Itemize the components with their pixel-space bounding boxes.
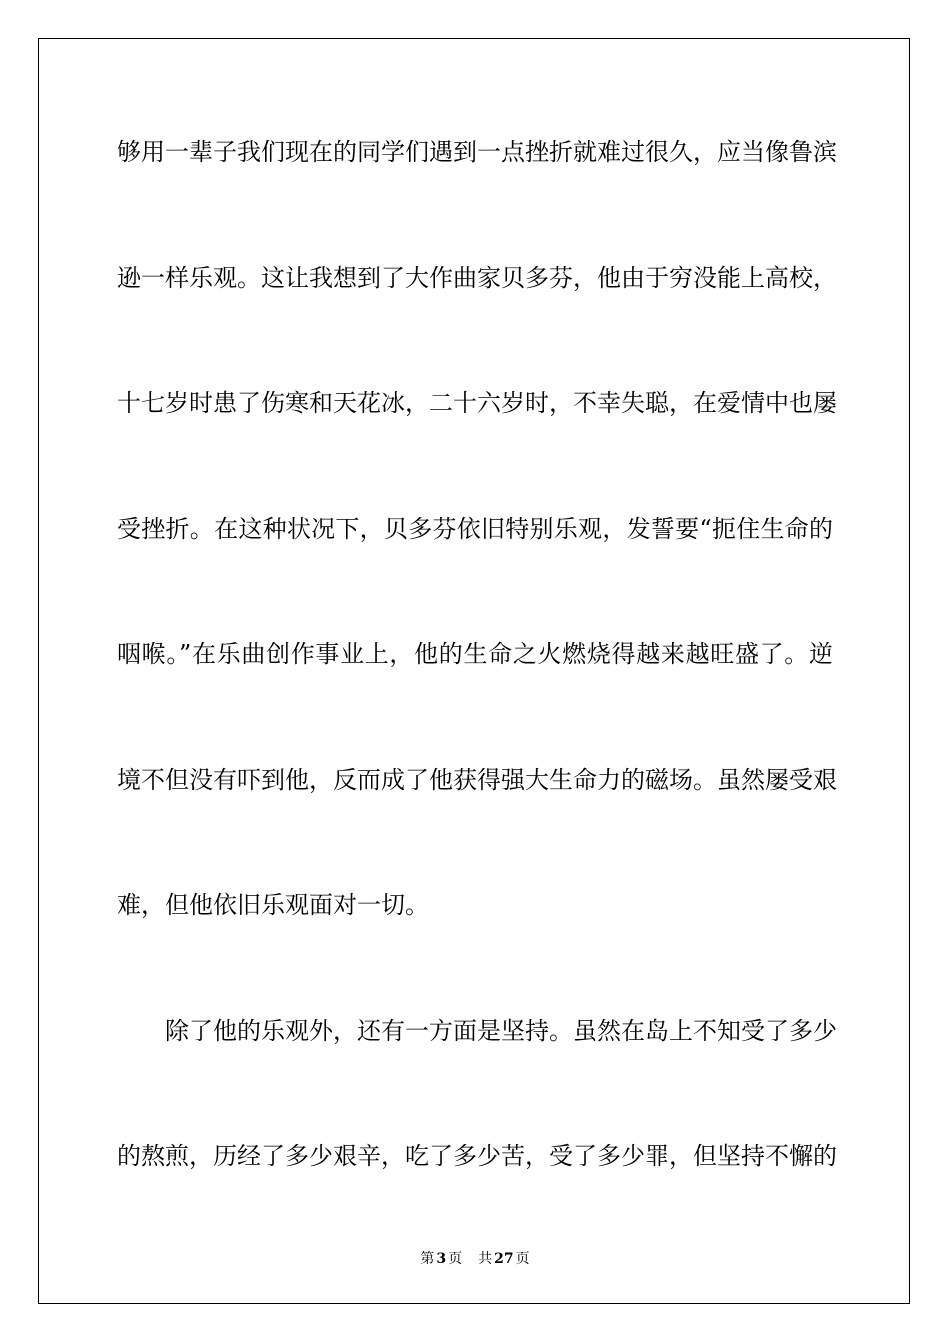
text-line: 够用一辈子我们现在的同学们遇到一点挫折就难过很久，应当像鲁滨 <box>117 138 837 166</box>
text-line: 除了他的乐观外，还有一方面是坚持。虽然在岛上不知受了多少 <box>165 1016 837 1045</box>
text-line: 受挫折。在这种状况下，贝多芬依旧特别乐观，发誓要“扼住生命的 <box>117 514 833 543</box>
page-suffix: 页 <box>448 1251 463 1267</box>
total-prefix: 共 <box>478 1251 493 1267</box>
total-suffix: 页 <box>515 1251 530 1267</box>
text-line: 的熬煎，历经了多少艰辛，吃了多少苦，受了多少罪，但坚持不懈的 <box>117 1142 837 1170</box>
text-line: 十七岁时患了伤寒和天花冰，二十六岁时，不幸失聪，在爱情中也屡 <box>117 389 837 417</box>
text-line: 逊一样乐观。这让我想到了大作曲家贝多芬，他由于穷没能上高校， <box>117 263 837 292</box>
text-line: 难，但他依旧乐观面对一切。 <box>117 891 429 919</box>
document-body <box>117 130 837 1260</box>
total-pages: 27 <box>494 1251 514 1267</box>
text-line: 咽喉。”在乐曲创作事业上，他的生命之火燃烧得越来越旺盛了。逆 <box>117 640 833 668</box>
text-line: 境不但没有吓到他，反而成了他获得强大生命力的磁场。虽然屡受艰 <box>117 765 837 794</box>
page-number: 3 <box>436 1251 447 1267</box>
page-prefix: 第 <box>420 1251 435 1267</box>
page-footer <box>0 1248 950 1268</box>
